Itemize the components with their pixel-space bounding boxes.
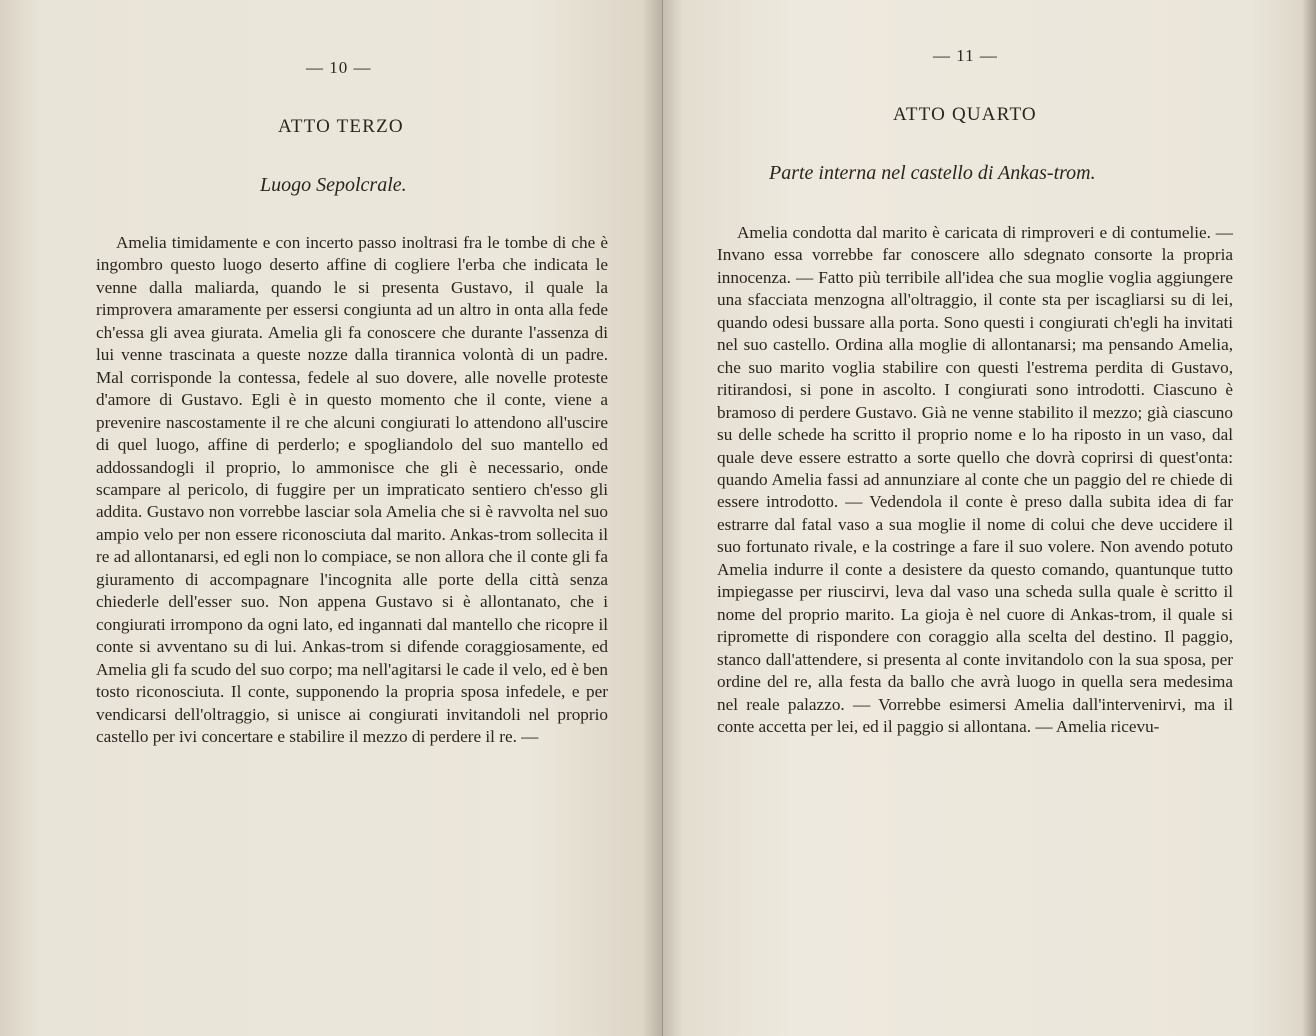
scene-title: Luogo Sepolcrale.	[260, 174, 407, 196]
page-number: — 10 —	[306, 58, 372, 77]
right-page	[662, 0, 1316, 1036]
body-text: Amelia timidamente e con incerto passo inoltrasi fra le tombe di che è ingombro questo luogo deserto affine di cogliere l'erba che indicata le venne dalla maliarda, quando le si presenta Gustavo, il quale la rimprovera amaramente per essersi congiunta ad un altro in onta alla fede ch'essa gli avea giurata. Amelia gli fa conoscere che durante l'assenza di lui venne trascinata a queste nozze dalla tirannica volontà di un padre. Mal corrisponde la contessa, fedele al suo dovere, alle novelle proteste d'amore di Gustavo. Egli è in questo momento che il conte, viene a prevenire nascostamente il re che alcuni congiurati lo attendono all'uscire di quel luogo, affine di perderlo; e spogliandolo del suo mantello ed addossandogli il proprio, lo ammonisce che gli è necessario, onde scampare al pericolo, di fuggire per un impraticato sentiero ch'esso gli addita. Gustavo non vorrebbe lasciar sola Amelia che si è ravvolta nel suo ampio velo per non essere riconosciuta dal marito. Ankas-trom sollecita il re ad allontanarsi, ed egli non lo compiace, se non allora che il conte gli fa giuramento di accompagnare l'incognita alle porte della città senza chiederle dell'esser suo. Non appena Gustavo si è allontanato, che i congiurati irrompono da ogni lato, ed ingannati dal mantello che ricopre il conte si avventano su di lui. Ankas-trom si difende coraggiosamente, ed Amelia gli fa scudo del suo corpo; ma nell'agitarsi le cade il velo, ed è ben tosto riconosciuta. Il conte, supponendo la propria sposa infedele, e per vendicarsi dell'oltraggio, si unisce ai congiurati invitandoli nel proprio castello per ivi concertare e stabilire il mezzo di perdere il re. —	[96, 233, 608, 746]
page-number: — 11 —	[933, 46, 998, 65]
act-title: ATTO TERZO	[278, 116, 404, 137]
scene-title: Parte interna nel castello di Ankas-trom.	[769, 162, 1096, 184]
act-title: ATTO QUARTO	[893, 104, 1037, 125]
body-text: Amelia condotta dal marito è caricata di rimproveri e di contumelie. — Invano essa vorrebbe far conoscere allo sdegnato consorte la propria innocenza. — Fatto più terribile all'idea che sua moglie voglia aggiungere una sfacciata menzogna all'oltraggio, il conte sta per iscagliarsi su di lei, quando odesi bussare alla porta. Sono questi i congiurati ch'egli ha invitati nel suo castello. Ordina alla moglie di allontanarsi; ma pensando Amelia, che suo marito voglia stabilire con questi l'estrema perdita di Gustavo, ritirandosi, si pone in ascolto. I congiurati sono introdotti. Ciascuno è bramoso di perdere Gustavo. Già ne venne stabilito il mezzo; già ciascuno su delle schede ha scritto il proprio nome e lo ha riposto in un vaso, dal quale deve essere estratto a sorte quello che dovrà coprirsi di quest'onta: quando Amelia fassi ad annunziare al conte che un paggio del re chiede di essere introdotto. — Vedendola il conte è preso dalla subita idea di far estrarre dal fatal vaso a sua moglie il nome di colui che deve uccidere il suo fortunato rivale, e la costringe a fare il suo volere. Non avendo potuto Amelia indurre il conte a desistere da questo comando, quantunque tutto impiegasse per riuscirvi, leva dal vaso una scheda sulla quale è scritto il nome del proprio marito. La gioja è nel cuore di Ankas-trom, il quale si ripromette di rispondere con coraggio alla scelta del destino. Il paggio, stanco dall'attendere, si presenta al conte invitandolo con la sua sposa, per ordine del re, alla festa da ballo che avrà luogo in quella sera medesima nel reale palazzo. — Vorrebbe esimersi Amelia dall'intervenirvi, ma il conte accetta per lei, ed il paggio si allontana. — Amelia ricevu-	[717, 223, 1233, 736]
